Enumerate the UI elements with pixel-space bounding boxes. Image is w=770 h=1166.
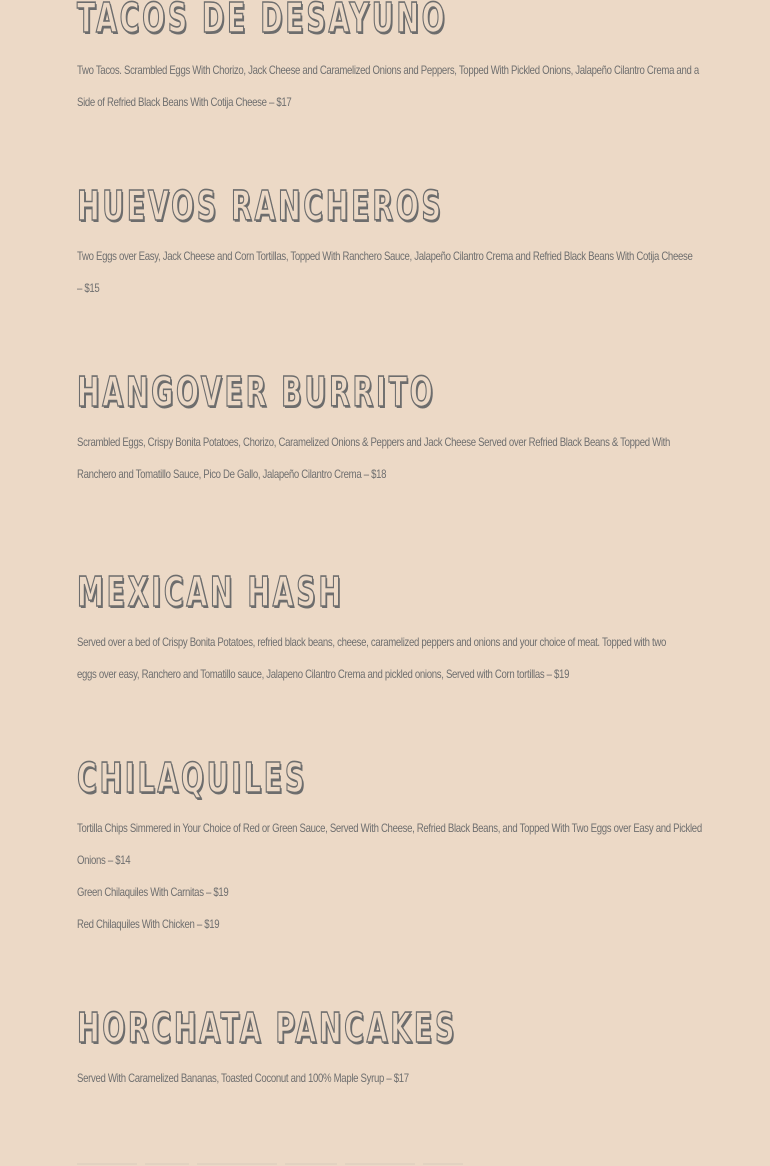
menu-item-description-line: Tortilla Chips Simmered in Your Choice of Red or Green Sauce, Served With Cheese, Refried Black Beans, and Topped With Two Eggs over Easy and Pickled bbox=[77, 821, 702, 835]
menu-item-horchata-pancakes bbox=[77, 1004, 697, 1085]
menu-item-description-line: Ranchero and Tomatillo Sauce, Pico De Gallo, Jalapeño Cilantro Crema – $18 bbox=[77, 467, 387, 481]
menu-item-description-line: Served With Caramelized Bananas, Toasted Coconut and 100% Maple Syrup – $17 bbox=[77, 1071, 409, 1085]
menu-item-tacos-de-desayuno bbox=[77, 0, 699, 109]
menu-item-description-line: Onions – $14 bbox=[77, 853, 131, 867]
menu-item-title: TACOS DE DESAYUNO bbox=[77, 0, 448, 42]
menu-item-description-line: – $15 bbox=[77, 281, 100, 295]
menu-item-title: HANGOVER BURRITO bbox=[77, 368, 436, 416]
menu-item-chilaquiles bbox=[77, 754, 702, 931]
menu-item-description-line: eggs over easy, Ranchero and Tomatillo sauce, Jalapeno Cilantro Crema and pickled onions, Served with Corn tortillas – $19 bbox=[77, 667, 570, 681]
menu-item-mexican-hash bbox=[77, 568, 697, 681]
menu-item-huevos-rancheros bbox=[77, 182, 697, 295]
menu-item-title: MEXICAN HASH bbox=[77, 568, 344, 616]
menu-item-hangover-burrito bbox=[77, 368, 697, 481]
menu-item-description-line: Served over a bed of Crispy Bonita Potatoes, refried black beans, cheese, caramelized peppers and onions and your choice of meat. Topped with two bbox=[77, 635, 666, 649]
menu-item-description-line: Scrambled Eggs, Crispy Bonita Potatoes, Chorizo, Caramelized Onions & Peppers and Jack Cheese Served over Refried Black Beans & Topped With bbox=[77, 435, 670, 449]
menu-item-variant-line: Red Chilaquiles With Chicken – $19 bbox=[77, 917, 220, 931]
menu-item-description-line: Two Tacos. Scrambled Eggs With Chorizo, Jack Cheese and Caramelized Onions and Peppers, Topped With Pickled Onions, Jalapeño Cilantro Crema and a bbox=[77, 63, 699, 77]
menu-item-description-line: Two Eggs over Easy, Jack Cheese and Corn Tortillas, Topped With Ranchero Sauce, Jalapeño Cilantro Crema and Refried Black Beans With Cotija Cheese bbox=[77, 249, 693, 263]
menu-item-variant-line: Green Chilaquiles With Carnitas – $19 bbox=[77, 885, 229, 899]
menu-item-title: HORCHATA PANCAKES bbox=[77, 1004, 458, 1052]
menu-item-description-line: Side of Refried Black Beans With Cotija Cheese – $17 bbox=[77, 95, 292, 109]
menu-item-title: HUEVOS RANCHEROS bbox=[77, 182, 444, 230]
menu-item-title: CHILAQUILES bbox=[77, 754, 308, 802]
